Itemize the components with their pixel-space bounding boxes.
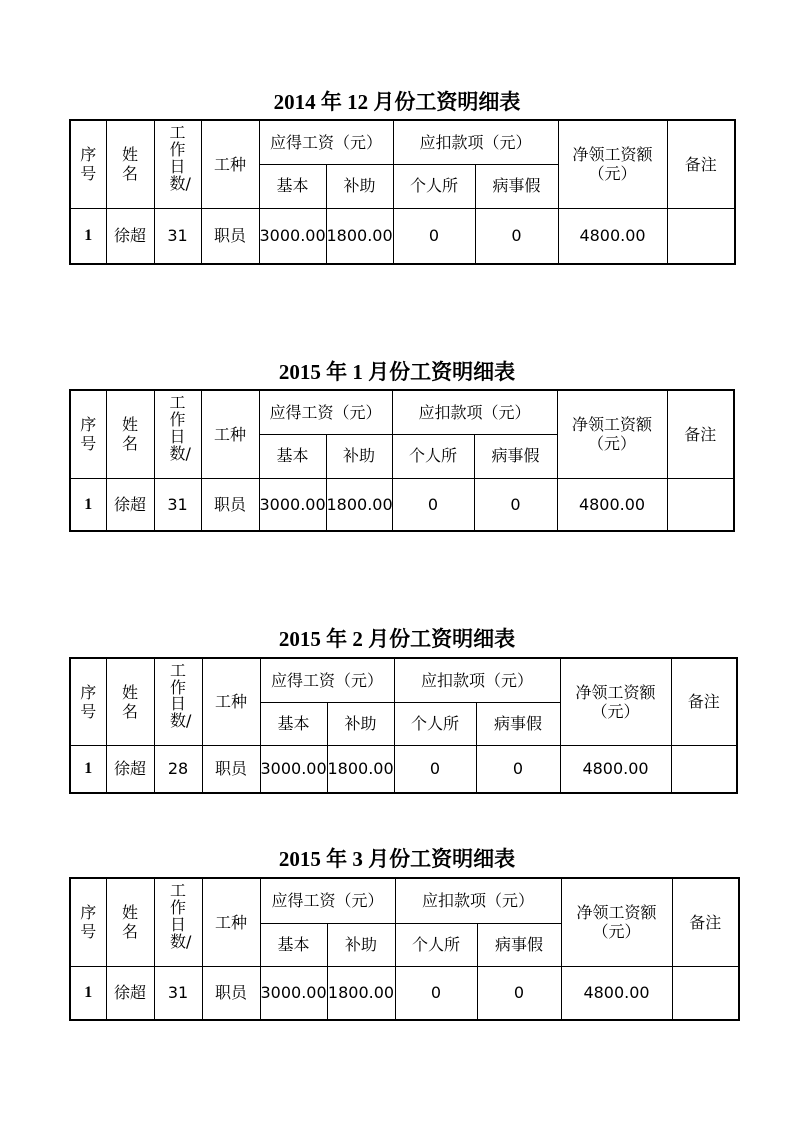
cell-allowance: 1800.00 (326, 208, 393, 264)
header-job-type: 工种 (202, 658, 260, 745)
cell-net: 4800.00 (561, 966, 672, 1020)
header-seq: 序 号 (70, 878, 106, 966)
table-row (70, 966, 739, 1020)
cell-net: 4800.00 (560, 745, 671, 793)
header-gross-group: 应得工资（元） (260, 878, 395, 923)
header-deduct-group: 应扣款项（元） (393, 120, 558, 164)
header-basic: 基本 (259, 434, 326, 478)
header-allowance: 补助 (326, 164, 393, 208)
cell-tax: 0 (395, 966, 477, 1020)
cell-remark (667, 208, 735, 264)
cell-name: 徐超 (106, 478, 154, 531)
header-remark: 备注 (671, 658, 737, 745)
table-row (70, 208, 735, 264)
cell-seq: 1 (70, 966, 106, 1020)
cell-remark (671, 745, 737, 793)
cell-remark (672, 966, 739, 1020)
header-seq: 序 号 (70, 390, 106, 478)
cell-job: 职员 (202, 966, 260, 1020)
header-remark: 备注 (667, 390, 734, 478)
header-sick-leave: 病事假 (477, 923, 561, 966)
cell-allowance: 1800.00 (327, 966, 395, 1020)
header-workdays: 工作日数/ (154, 878, 202, 966)
cell-net: 4800.00 (558, 208, 667, 264)
header-net: 净领工资额 （元） (561, 878, 672, 966)
header-name: 姓 名 (106, 390, 154, 478)
header-remark: 备注 (672, 878, 739, 966)
header-personal-tax: 个人所 (393, 164, 475, 208)
header-name: 姓 名 (106, 120, 154, 208)
header-basic: 基本 (260, 702, 327, 745)
header-basic: 基本 (259, 164, 326, 208)
cell-basic: 3000.00 (259, 478, 326, 531)
header-gross-group: 应得工资（元） (259, 120, 393, 164)
header-sick-leave: 病事假 (476, 702, 560, 745)
header-seq: 序 号 (70, 658, 106, 745)
cell-job: 职员 (201, 208, 259, 264)
header-personal-tax: 个人所 (392, 434, 474, 478)
header-name: 姓 名 (106, 878, 154, 966)
salary-table (69, 119, 736, 265)
header-workdays: 工作日数/ (154, 390, 201, 478)
cell-sick: 0 (474, 478, 557, 531)
header-personal-tax: 个人所 (395, 923, 477, 966)
cell-days: 31 (154, 478, 201, 531)
salary-table (69, 389, 735, 532)
salary-table (69, 877, 740, 1021)
header-remark: 备注 (667, 120, 735, 208)
cell-allowance: 1800.00 (327, 745, 394, 793)
header-net: 净领工资额 （元） (557, 390, 667, 478)
header-net: 净领工资额 （元） (560, 658, 671, 745)
cell-days: 31 (154, 208, 201, 264)
cell-sick: 0 (475, 208, 558, 264)
cell-basic: 3000.00 (260, 966, 327, 1020)
cell-name: 徐超 (106, 966, 154, 1020)
header-job-type: 工种 (201, 120, 259, 208)
header-allowance: 补助 (326, 434, 392, 478)
cell-tax: 0 (394, 745, 476, 793)
table-title: 2015 年 3 月份工资明细表 (278, 847, 516, 871)
cell-name: 徐超 (106, 745, 154, 793)
cell-days: 31 (154, 966, 202, 1020)
cell-remark (667, 478, 734, 531)
header-job-type: 工种 (201, 390, 259, 478)
header-workdays: 工作日数/ (154, 120, 201, 208)
table-title: 2015 年 1 月份工资明细表 (278, 360, 516, 384)
cell-net: 4800.00 (557, 478, 667, 531)
cell-job: 职员 (202, 745, 260, 793)
table-row (70, 745, 737, 793)
header-personal-tax: 个人所 (394, 702, 476, 745)
cell-days: 28 (154, 745, 202, 793)
cell-seq: 1 (70, 208, 106, 264)
header-workdays: 工作日数/ (154, 658, 202, 745)
header-deduct-group: 应扣款项（元） (395, 878, 561, 923)
header-gross-group: 应得工资（元） (260, 658, 394, 702)
header-job-type: 工种 (202, 878, 260, 966)
cell-job: 职员 (201, 478, 259, 531)
header-name: 姓 名 (106, 658, 154, 745)
cell-basic: 3000.00 (259, 208, 326, 264)
cell-seq: 1 (70, 745, 106, 793)
cell-basic: 3000.00 (260, 745, 327, 793)
table-title: 2015 年 2 月份工资明细表 (278, 627, 516, 651)
header-net: 净领工资额 （元） (558, 120, 667, 208)
cell-tax: 0 (393, 208, 475, 264)
cell-name: 徐超 (106, 208, 154, 264)
header-allowance: 补助 (327, 702, 394, 745)
cell-sick: 0 (477, 966, 561, 1020)
cell-seq: 1 (70, 478, 106, 531)
header-gross-group: 应得工资（元） (259, 390, 392, 434)
cell-tax: 0 (392, 478, 474, 531)
header-sick-leave: 病事假 (475, 164, 558, 208)
header-deduct-group: 应扣款项（元） (394, 658, 560, 702)
table-title: 2014 年 12 月份工资明细表 (273, 90, 521, 114)
header-allowance: 补助 (327, 923, 395, 966)
header-deduct-group: 应扣款项（元） (392, 390, 557, 434)
header-seq: 序 号 (70, 120, 106, 208)
table-row (70, 478, 734, 531)
cell-allowance: 1800.00 (326, 478, 392, 531)
header-basic: 基本 (260, 923, 327, 966)
header-sick-leave: 病事假 (474, 434, 557, 478)
cell-sick: 0 (476, 745, 560, 793)
salary-table (69, 657, 738, 794)
